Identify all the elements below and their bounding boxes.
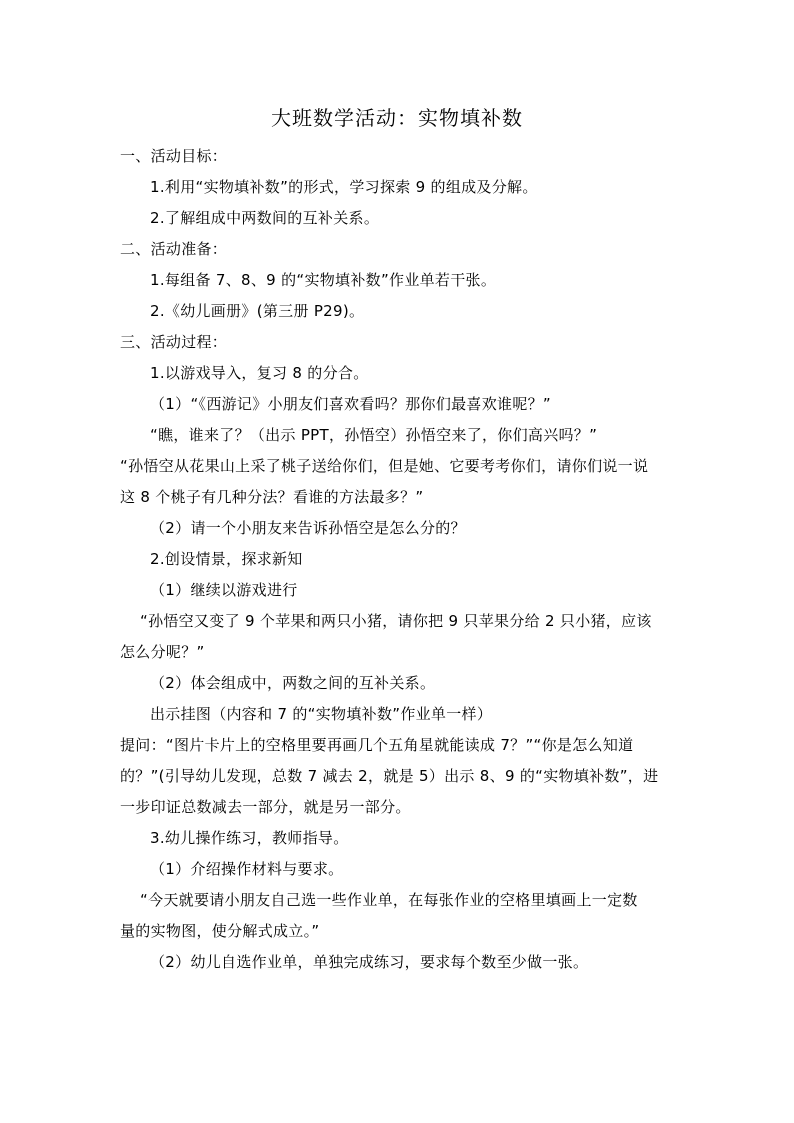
paragraph-line: 量的实物图，使分解式成立。”	[120, 922, 320, 940]
paragraph-line: （2）体会组成中，两数之间的互补关系。	[150, 674, 436, 692]
paragraph-line: 这 8 个桃子有几种分法？看谁的方法最多？”	[120, 488, 424, 506]
paragraph-line: 2.创设情景，探求新知	[150, 550, 303, 568]
paragraph-line: 一步印证总数减去一部分，就是另一部分。	[120, 798, 411, 816]
paragraph-line: （2）幼儿自选作业单，单独完成练习，要求每个数至少做一张。	[150, 953, 589, 971]
paragraph-line: （1）继续以游戏进行	[150, 581, 298, 599]
paragraph-line: 2.《幼儿画册》(第三册 P29)。	[150, 302, 365, 320]
paragraph-line: 1.利用“实物填补数”的形式，学习探索 9 的组成及分解。	[150, 178, 538, 196]
paragraph-line: “今天就要请小朋友自己选一些作业单，在每张作业的空格里填画上一定数	[140, 891, 638, 909]
paragraph-line: “孙悟空从花果山上采了桃子送给你们，但是她、它要考考你们，请你们说一说	[120, 457, 649, 475]
document-title: 大班数学活动：实物填补数	[271, 106, 523, 130]
section-heading-process: 三、活动过程：	[120, 333, 228, 351]
paragraph-line: 3.幼儿操作练习，教师指导。	[150, 829, 349, 847]
paragraph-line: （1）“《西游记》小朋友们喜欢看吗？那你们最喜欢谁呢？”	[150, 395, 551, 413]
paragraph-line: 提问：“图片卡片上的空格里要再画几个五角星就能读成 7？”“你是怎么知道	[120, 736, 634, 754]
paragraph-line: “瞧，谁来了？（出示 PPT，孙悟空）孙悟空来了，你们高兴吗？”	[150, 426, 598, 444]
paragraph-line: 怎么分呢？”	[120, 643, 205, 661]
paragraph-line: 1.每组备 7、8、9 的“实物填补数”作业单若干张。	[150, 271, 497, 289]
paragraph-line: 2.了解组成中两数间的互补关系。	[150, 209, 380, 227]
section-heading-preparation: 二、活动准备：	[120, 240, 228, 258]
paragraph-line: （1）介绍操作材料与要求。	[150, 860, 344, 878]
paragraph-line: “孙悟空又变了 9 个苹果和两只小猪，请你把 9 只苹果分给 2 只小猪，应该	[140, 612, 652, 630]
paragraph-line: 的？”(引导幼儿发现，总数 7 减去 2，就是 5）出示 8、9 的“实物填补数”，进	[120, 767, 659, 785]
paragraph-line: 1.以游戏导入，复习 8 的分合。	[150, 364, 369, 382]
section-heading-goals: 一、活动目标：	[120, 147, 228, 165]
paragraph-line: （2）请一个小朋友来告诉孙悟空是怎么分的？	[150, 519, 466, 537]
paragraph-line: 出示挂图（内容和 7 的“实物填补数”作业单一样）	[150, 705, 493, 723]
